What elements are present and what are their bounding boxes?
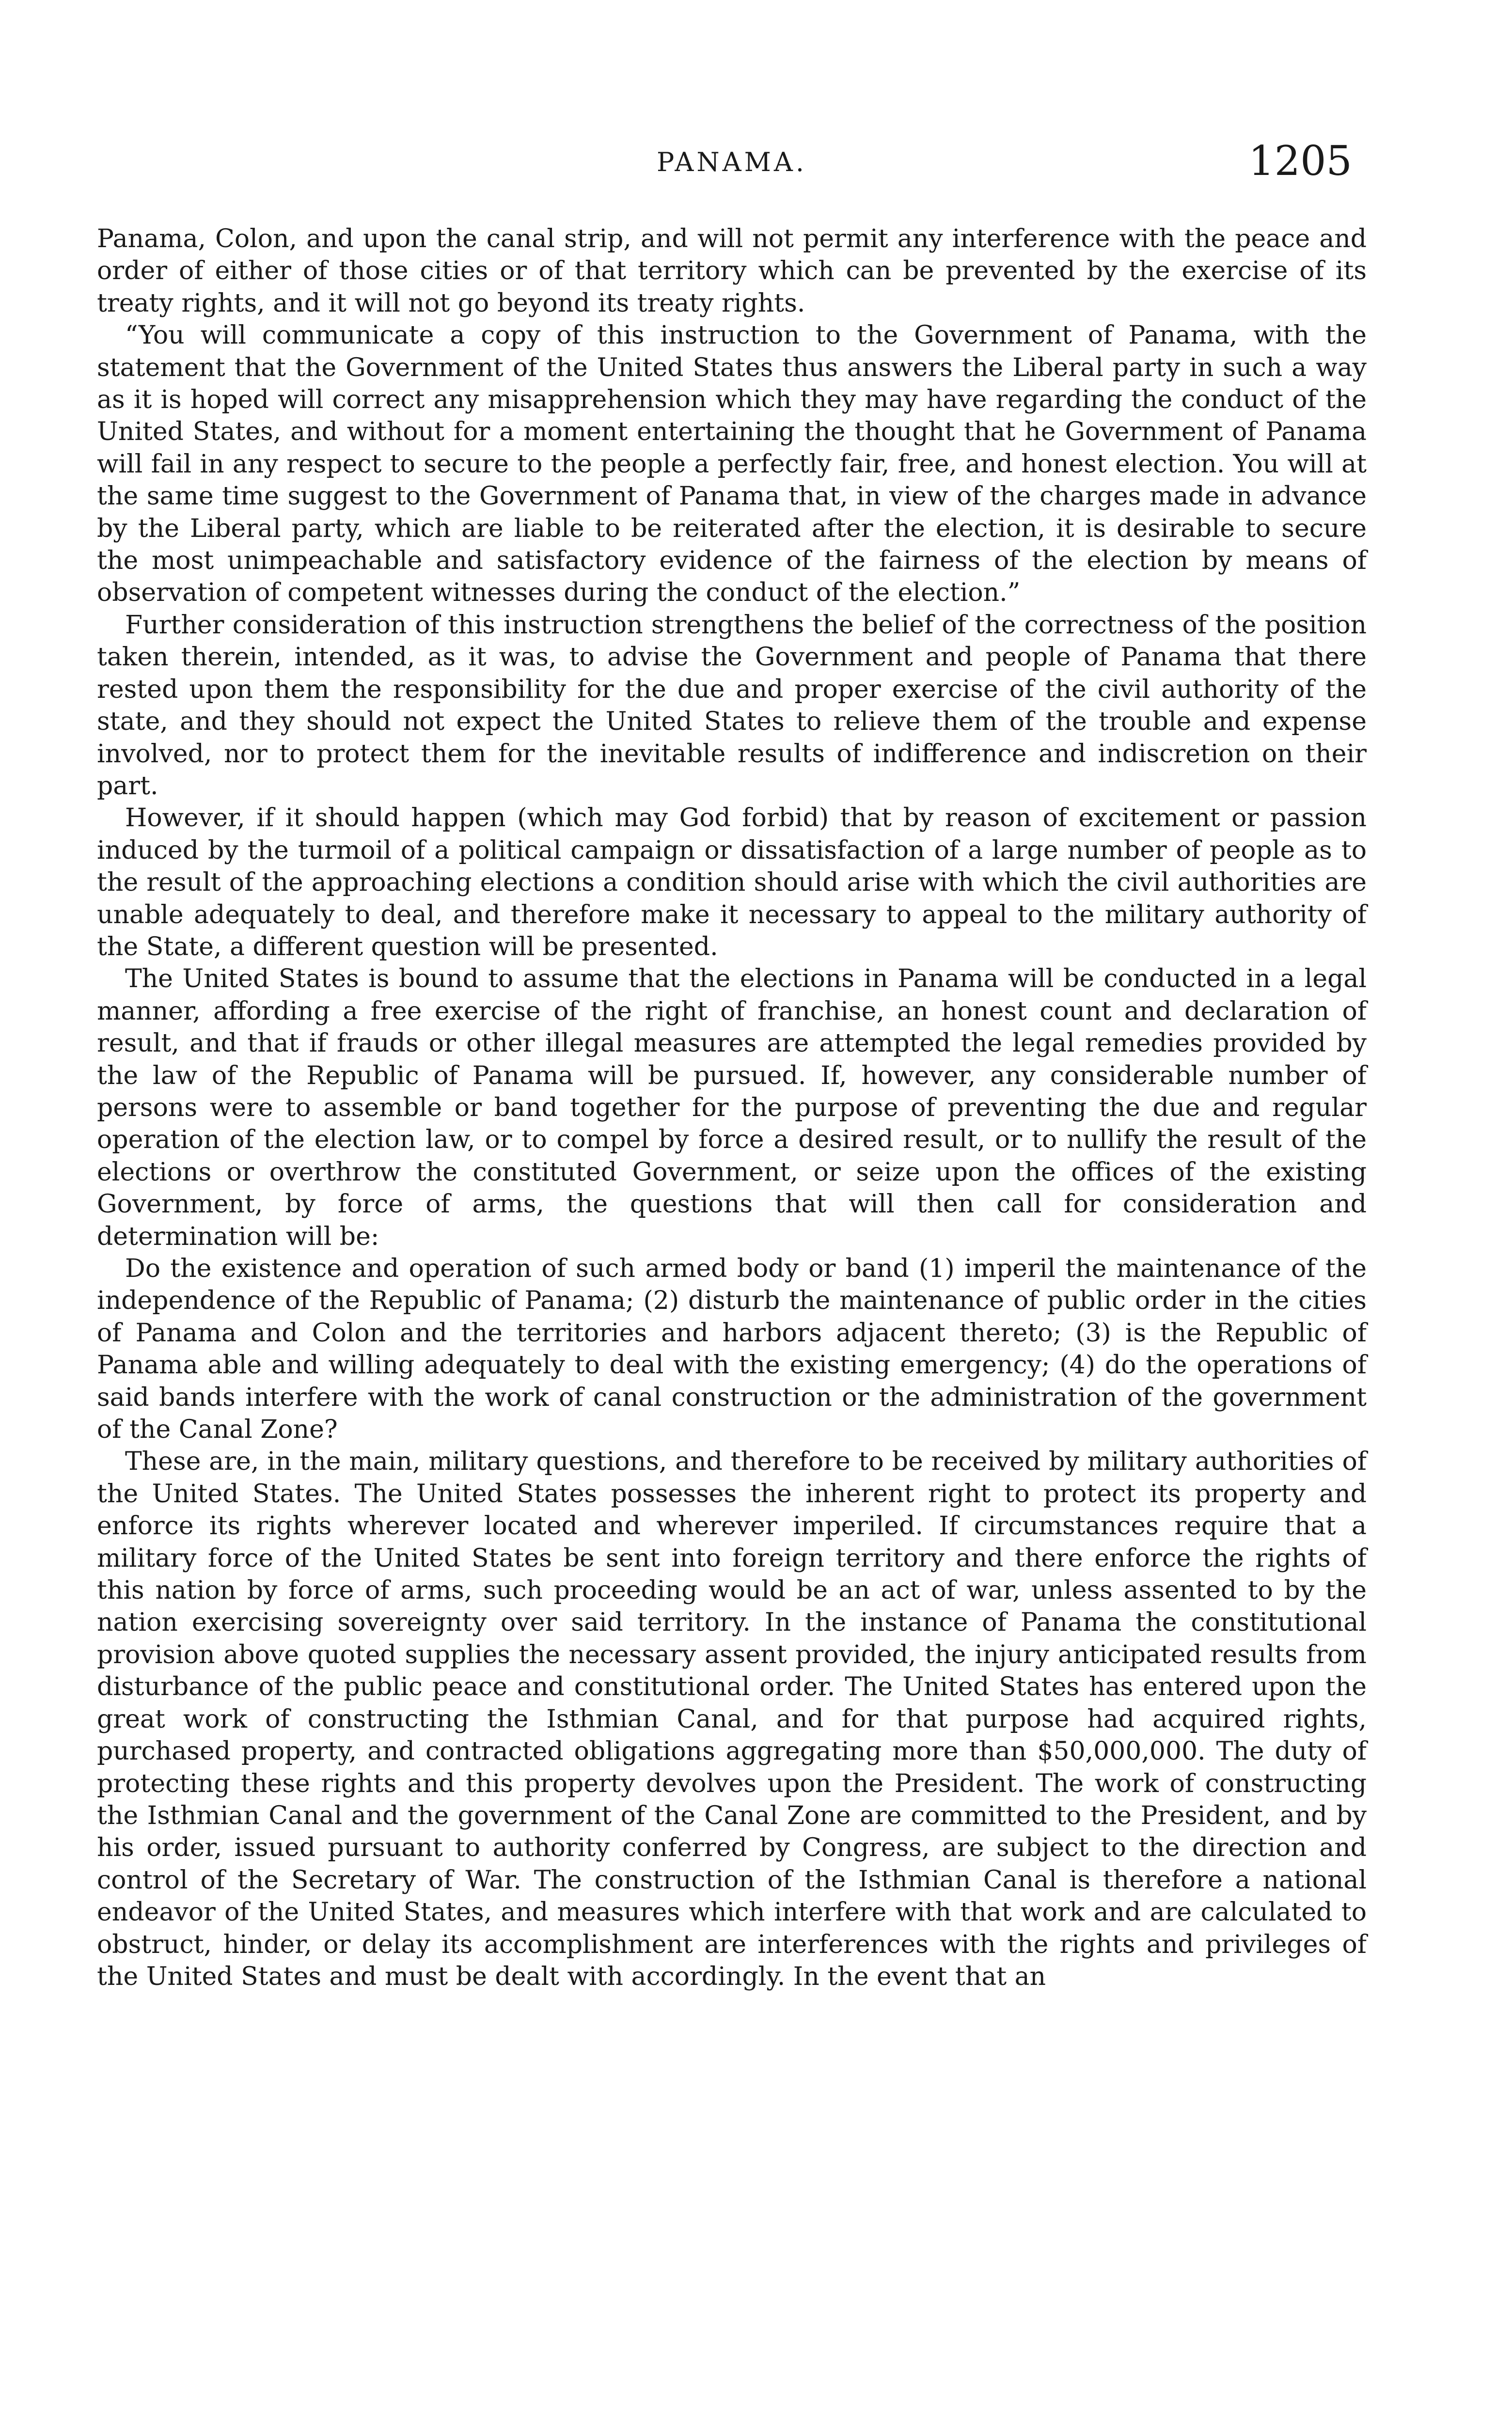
page-number: 1205 (1248, 137, 1352, 185)
body-text (97, 223, 1367, 1993)
document-page (97, 137, 1367, 2418)
paragraph-4: However, if it should happen (which may God forbid) that by reason of excitement or passion induced by the turmoil of a political campaign or dissatisfaction of a large number of people as to the result of the approaching elections a condition should arise with which the civil authorities are unable adequately to deal, and therefore make it necessary to appeal to the military authority of the State, a different question will be presented. (97, 803, 1367, 961)
paragraph-1: Panama, Colon, and upon the canal strip, and will not permit any interference with the peace and order of either of those cities or of that territory which can be prevented by the exercise of its treaty rights, and it will not go beyond its treaty rights. (97, 224, 1367, 318)
paragraph-6: Do the existence and operation of such armed body or band (1) imperil the maintenance of the independence of the Republic of Panama; (2) disturb the maintenance of public order in the cities of Panama and Colon and the territories and harbors adjacent thereto; (3) is the Republic of Panama able and willing adequately to deal with the existing emergency; (4) do the operations of said bands interfere with the work of canal construction or the administration of the government of the Canal Zone? (97, 1254, 1367, 1445)
paragraph-3: Further consideration of this instruction strengthens the belief of the correctness of the position taken therein, intended, as it was, to advise the Government and people of Panama that there rested upon them the responsibility for the due and proper exercise of the civil authority of the state, and they should not expect the United States to relieve them of the trouble and expense involved, nor to protect them for the inevitable results of indifference and indiscretion on their part. (97, 610, 1367, 801)
paragraph-5: The United States is bound to assume that the elections in Panama will be conducted in a legal manner, affording a free exercise of the right of franchise, an honest count and declaration of result, and that if frauds or other illegal measures are attempted the legal remedies provided by the law of the Republic of Panama will be pursued. If, however, any considerable number of persons were to assemble or band together for the purpose of preventing the due and regular operation of the election law, or to compel by force a desired result, or to nullify the result of the elections or overthrow the constituted Government, or seize upon the offices of the existing Government, by force of arms, the questions that will then call for consideration and determination will be: (97, 964, 1367, 1251)
paragraph-2: “You will communicate a copy of this instruction to the Government of Panama, with the statement that the Government of the United States thus answers the Liberal party in such a way as it is hoped will correct any misapprehension which they may have regarding the conduct of the United States, and without for a moment entertaining the thought that he Government of Panama will fail in any respect to secure to the people a perfectly fair, free, and honest election. You will at the same time suggest to the Government of Panama that, in view of the charges made in advance by the Liberal party, which are liable to be reiterated after the election, it is desirable to secure the most unimpeachable and satisfactory evidence of the fairness of the election by means of observation of competent witnesses during the conduct of the election.” (97, 321, 1367, 608)
page-header (97, 137, 1367, 189)
paragraph-7: These are, in the main, military questions, and therefore to be received by military authorities of the United States. The United States possesses the inherent right to protect its property and enforce its rights wherever located and wherever imperiled. If circumstances require that a military force of the United States be sent into foreign territory and there enforce the rights of this nation by force of arms, such proceeding would be an act of war, unless assented to by the nation exercising sovereignty over said territory. In the instance of Panama the constitutional provision above quoted supplies the necessary assent provided, the injury anticipated results from disturbance of the public peace and constitutional order. The United States has entered upon the great work of constructing the Isthmian Canal, and for that purpose had acquired rights, purchased property, and contracted obligations aggregating more than $50,000,000. The duty of protecting these rights and this property devolves upon the President. The work of constructing the Isthmian Canal and the government of the Canal Zone are committed to the President, and by his order, issued pursuant to authority conferred by Congress, are subject to the direction and control of the Secretary of War. The construction of the Isthmian Canal is therefore a national endeavor of the United States, and measures which interfere with that work and are calculated to obstruct, hinder, or delay its accomplishment are interferences with the rights and privileges of the United States and must be dealt with accordingly. In the event that an (97, 1447, 1367, 1991)
running-head: PANAMA. (656, 147, 807, 177)
